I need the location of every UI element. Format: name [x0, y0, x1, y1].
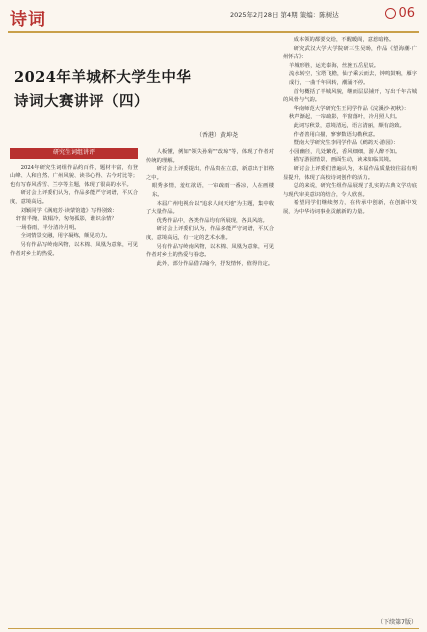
poem-line: 秋声渐起，一帘疏影，半窗落叶，冷月照人归。: [289, 114, 401, 121]
paragraph: 此外，部分作品借古喻今，抒发情怀，值得肯定。: [156, 260, 274, 267]
column-3: [283, 36, 417, 618]
paragraph: 研究武汉大学大学院研三生吴旸，作品《望海潮·广州怀古》：: [283, 45, 417, 61]
poem-line: 小园幽径，几处繁花，香风细细，游人醉不知。: [289, 148, 401, 155]
section-header: 研究生词组讲评: [10, 148, 138, 159]
paragraph: 优秀作品中，各类作品均有所展现，各具风韵。: [156, 217, 268, 224]
paragraph: 华南师范大学研究生王同学作品《浣溪沙·初秋》：: [293, 105, 410, 112]
paragraph: 全词情景交融，用字凝练，颇见功力。: [20, 233, 111, 240]
paragraph: 本届广州电视台以"追求人间天地"为主题，集中收了大量作品。: [146, 200, 274, 216]
poem-line: 轩窗半掩，故榻冷，匆匆孤影，谁识余情？: [16, 216, 117, 223]
paragraph: 研讨会上评委提出，作品贵在立意，新意出于旧格之中。: [146, 166, 274, 181]
circle-icon: [385, 8, 396, 19]
article-headline: [14, 66, 264, 111]
paragraph: 研讨会上评委们普遍认为，本届作品质量较往届有明显提升，体现了高校诗词创作的活力。: [283, 165, 417, 181]
paragraph: 另有作品写岭南风物，以木棉、凤凰为意象，可见作者对乡土的热爱与眷恋。: [146, 243, 274, 259]
paragraph: 2024年研究生词组作品约百件，题材丰富，有登山峰、人和自然、广州风貌、读书心得、古今对比等；也有写春风香雪、兰亭等主题，体现了很高的水平。: [10, 164, 138, 188]
paragraph: 暨南大学研究生李同学作品《鹧鸪天·游园》：: [293, 140, 399, 147]
paragraph: 希望同学们继续努力，在传承中创新，在创新中发展，为中华诗词事业贡献新的力量。: [283, 200, 417, 215]
paragraph: 成本领的都要交给，不醒暖阁，意惹暗格。: [293, 37, 395, 43]
paragraph: 刘颖同学《满庭芳·读蒙馆遗》写得别致：: [20, 207, 118, 214]
paragraph: 研讨会上评委们认为，作品多能严守词谱，平仄合度，意境高远，有一定的艺术水准。: [146, 226, 274, 241]
header-rule: [8, 31, 419, 33]
paragraph: 人板懂，例如"领失孙菊""改琼"等，体现了作者对传统的理解。: [146, 149, 274, 164]
paragraph: 描写游园情景，画面生动，读来如临其境。: [293, 157, 395, 164]
poem-line: 一场春雨，半分清冷月明。: [16, 224, 80, 231]
headline-line-1: 2024年羊城杯大学生中华: [14, 69, 192, 86]
poem-line: 羊城形胜，运光泰海，丝旌五岳星辰。: [289, 62, 380, 69]
paragraph: 作者善用白描，寥寥数语勾勒秋意。: [293, 131, 379, 138]
paragraph: 此词写秋景，意境清远，语言清丽，颇有韵致。: [293, 122, 405, 129]
footer-rule: [8, 628, 419, 629]
column-1: [10, 148, 138, 613]
page-number: [385, 6, 415, 21]
paragraph: 首句概括了羊城风貌，继而层层铺开，写出千年古城的风骨与气韵。: [283, 88, 417, 104]
article-author: （香港）黄坤尧: [196, 132, 239, 139]
page-number-text: 06: [398, 6, 415, 21]
issue-meta: 2025年2月28日 第4期 策编：陈树达: [230, 11, 339, 19]
poem-line: 流水转空，宝塔飞檐，仙子乘云而去，钟鸣鼓响，雁字成行，一曲千年回转，潮涌不停。: [289, 71, 417, 86]
continued-note: （下续第7版）: [377, 619, 417, 626]
paragraph: 另有作品写岭南风物，以木棉、凤凰为意象，可见作者对乡土的热爱。: [10, 241, 138, 257]
headline-line-2: 诗词大赛讲评（四）: [14, 93, 149, 110]
masthead: [0, 0, 427, 34]
paragraph: 总的来说，研究生组作品展现了扎实的古典文学功底与现代审美意识的结合，令人欣喜。: [283, 183, 417, 198]
poem-line: 眼秀多情，羞红欲语，一帘疏雨一番凉，人在画楼东。: [152, 183, 274, 198]
column-2: [146, 148, 274, 613]
masthead-logo: 诗词: [10, 10, 46, 30]
paragraph: 研讨会上评委们认为，作品多能严守词谱，平仄合度，意境高远。: [10, 190, 138, 205]
